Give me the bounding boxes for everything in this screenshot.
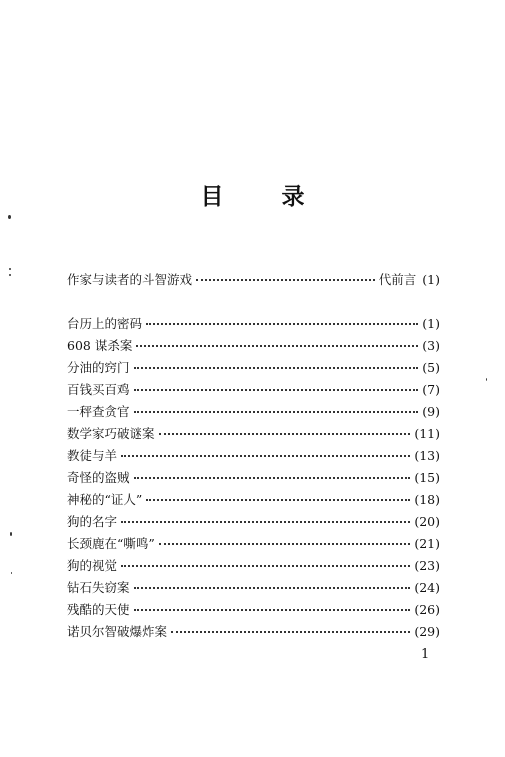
toc-page-number: (3) <box>422 338 440 353</box>
toc-entry-label: 长颈鹿在“嘶鸣” <box>67 536 155 551</box>
dot-leader <box>134 586 411 589</box>
toc-preface-prefix: 代前言 <box>378 272 417 287</box>
toc-page-number: (29) <box>414 624 440 639</box>
toc-entry[interactable] <box>67 382 440 398</box>
toc-entry-label: 教徒与羊 <box>67 448 118 463</box>
toc-entry-label: 奇怪的盗贼 <box>67 470 130 485</box>
toc-entry-label: 分油的窍门 <box>67 360 130 375</box>
dot-leader <box>196 278 375 281</box>
toc-entry-label: 诺贝尔智破爆炸案 <box>67 624 168 639</box>
toc-page-number: (26) <box>414 602 440 617</box>
scan-speck <box>11 572 12 574</box>
page-number-folio: 1 <box>421 647 430 662</box>
toc-page-number: (23) <box>414 558 440 573</box>
dot-leader <box>146 322 418 325</box>
dot-leader <box>146 498 410 501</box>
dot-leader <box>121 520 410 523</box>
dot-leader <box>134 410 419 413</box>
scan-speck <box>9 274 11 276</box>
dot-leader <box>121 564 410 567</box>
toc-page-number: (5) <box>422 360 440 375</box>
toc-entry[interactable] <box>67 338 440 354</box>
toc-entry[interactable] <box>67 426 440 442</box>
toc-page-number: (11) <box>414 426 440 441</box>
toc-entry-label: 数学家巧破谜案 <box>67 426 155 441</box>
scan-speck <box>10 532 12 536</box>
toc-entry-label: 钻石失窃案 <box>67 580 130 595</box>
toc-title-char-2: 录 <box>281 184 305 210</box>
toc-entry[interactable] <box>67 360 440 376</box>
toc-entry-label: 残酷的天使 <box>67 602 130 617</box>
dot-leader <box>159 432 411 435</box>
toc-entry[interactable] <box>67 536 440 552</box>
toc-entry-label: 狗的视觉 <box>67 558 118 573</box>
dot-leader <box>159 542 411 545</box>
toc-entry[interactable] <box>67 316 440 332</box>
toc-entry-label: 608 谋杀案 <box>67 338 133 353</box>
toc-page-number: (24) <box>414 580 440 595</box>
toc-entry-label: 神秘的“证人” <box>67 492 143 507</box>
toc-entry[interactable] <box>67 558 440 574</box>
toc-page-number: (7) <box>422 382 440 397</box>
toc-page-number: (1) <box>422 316 440 331</box>
scan-speck <box>9 268 11 270</box>
toc-entry[interactable] <box>67 624 440 640</box>
toc-entry-label: 一秤查贪官 <box>67 404 130 419</box>
dot-leader <box>134 476 411 479</box>
toc-entry[interactable] <box>67 580 440 596</box>
toc-entry-label: 百钱买百鸡 <box>67 382 130 397</box>
toc-page-number: (21) <box>414 536 440 551</box>
toc-entry[interactable] <box>67 492 440 508</box>
toc-page-number: (15) <box>414 470 440 485</box>
toc-page-number: (9) <box>422 404 440 419</box>
scan-speck <box>8 215 11 219</box>
toc-page-number: (1) <box>422 272 440 287</box>
toc-page-number: (13) <box>414 448 440 463</box>
toc-preface-row[interactable] <box>67 272 440 288</box>
toc-entry[interactable] <box>67 514 440 530</box>
toc-entry[interactable] <box>67 602 440 618</box>
toc-entry[interactable] <box>67 404 440 420</box>
dot-leader <box>171 630 410 633</box>
toc-title <box>0 178 505 211</box>
toc-page-number: (18) <box>414 492 440 507</box>
scan-speck <box>486 378 487 381</box>
toc-entry-label: 狗的名字 <box>67 514 118 529</box>
dot-leader <box>136 344 418 347</box>
toc-title-char-1: 目 <box>200 184 224 210</box>
toc-page-number: (20) <box>414 514 440 529</box>
toc-entry-label: 台历上的密码 <box>67 316 143 331</box>
toc-entry[interactable] <box>67 470 440 486</box>
toc-entry[interactable] <box>67 448 440 464</box>
dot-leader <box>134 366 419 369</box>
dot-leader <box>134 388 419 391</box>
dot-leader <box>134 608 411 611</box>
toc-entry-label: 作家与读者的斗智游戏 <box>67 272 193 287</box>
dot-leader <box>121 454 410 457</box>
